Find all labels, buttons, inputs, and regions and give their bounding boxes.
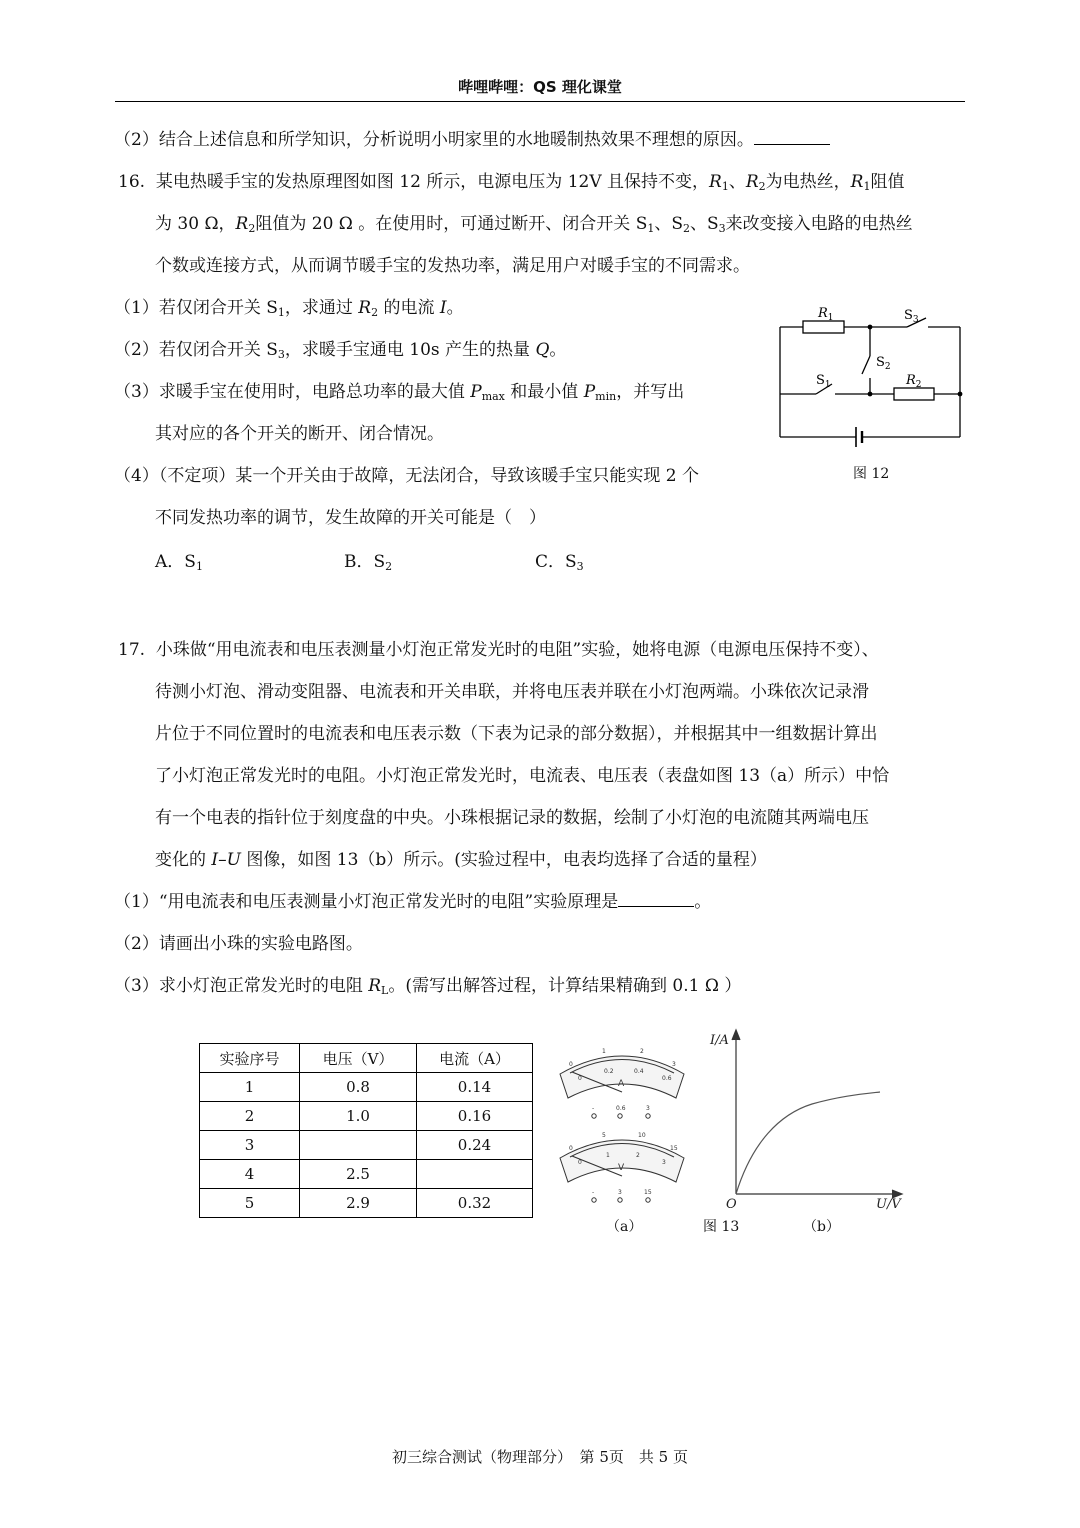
q16-intro-line2: 为 30 Ω，$R_2$阻值为 20 Ω 。在使用时，可通过断开、闭合开关 $S_1$、$S_2$、$S_3$来改变接入电路的电热丝 — [155, 214, 913, 235]
svg-text:O: O — [726, 1197, 737, 1212]
answer-blank[interactable] — [618, 906, 694, 907]
svg-text:S2: $S_2$ — [876, 355, 891, 372]
table-header: 电压（V） — [300, 1044, 417, 1073]
q17-line1: 17. 小珠做“用电流表和电压表测量小灯泡正常发光时的电阻”实验，她将电源（电源电压保持不变）、 — [118, 640, 879, 660]
q16-part1: （1）若仅闭合开关 $S_1$，求通过 $R_2$ 的电流 I。 — [114, 298, 464, 319]
svg-text:0.2: 0.2 — [604, 1068, 614, 1075]
figure-13-caption: 图 13 — [703, 1219, 740, 1235]
prev-question-part2: （2）结合上述信息和所学知识，分析说明小明家里的水地暖制热效果不理想的原因。 — [114, 130, 830, 150]
table-cell: 0.14 — [417, 1073, 533, 1102]
data-table — [199, 1043, 533, 1218]
table-row — [200, 1131, 533, 1160]
table-cell: 1 — [200, 1073, 300, 1102]
resistor-r1 — [803, 321, 844, 333]
table-cell: 0.16 — [417, 1102, 533, 1131]
svg-text:0: 0 — [578, 1075, 582, 1082]
table-cell: 0.32 — [417, 1189, 533, 1218]
table-header-row — [200, 1044, 533, 1073]
svg-text:1: 1 — [602, 1048, 606, 1055]
page-footer: 初三综合测试（物理部分） 第 5页 共 5 页 — [392, 1448, 688, 1466]
svg-text:3: 3 — [646, 1105, 650, 1112]
table-cell: 2.9 — [300, 1189, 417, 1218]
figure-13a-caption: （a） — [606, 1219, 643, 1235]
q16-intro-line3: 个数或连接方式，从而调节暖手宝的发热功率，满足用户对暖手宝的不同需求。 — [155, 256, 750, 276]
svg-text:2: 2 — [636, 1152, 640, 1159]
table-cell: 1.0 — [300, 1102, 417, 1131]
svg-text:0: 0 — [569, 1145, 573, 1152]
circuit-diagram — [770, 300, 970, 490]
svg-text:15: 15 — [644, 1189, 652, 1196]
svg-text:R1: $R_1$ — [818, 306, 834, 323]
table-cell — [417, 1160, 533, 1189]
svg-text:V: V — [618, 1163, 625, 1173]
table-cell: 0.8 — [300, 1073, 417, 1102]
svg-text:1: 1 — [606, 1152, 610, 1159]
iu-curve — [736, 1092, 880, 1194]
svg-text:0.6: 0.6 — [616, 1105, 626, 1112]
q16-part4-line1: （4）（不定项）某一个开关由于故障，无法闭合，导致该暖手宝只能实现 2 个 — [114, 466, 699, 486]
svg-text:-: - — [592, 1105, 595, 1112]
table-header: 实验序号 — [200, 1044, 300, 1073]
figure-13b-caption: （b） — [803, 1219, 840, 1235]
q17-part1: （1）“用电流表和电压表测量小灯泡正常发光时的电阻”实验原理是 。 — [114, 892, 712, 912]
q16-intro-line1: 16. 某电热暖手宝的发热原理图如图 12 所示，电源电压为 12V 且保持不变，$R_1$、$R_2$为电热丝，$R_1$阻值 — [118, 172, 905, 193]
page-header: 哔哩哔哩：QS 理化课堂 — [458, 78, 622, 96]
table-row — [200, 1102, 533, 1131]
svg-text:-: - — [592, 1189, 595, 1196]
q16-part3-line2: 其对应的各个开关的断开、闭合情况。 — [155, 424, 444, 444]
q17-line3: 片位于不同位置时的电流表和电压表示数（下表为记录的部分数据），并根据其中一组数据计算出 — [155, 724, 878, 744]
svg-text:3: 3 — [662, 1159, 666, 1166]
q17-part2: （2）请画出小珠的实验电路图。 — [114, 934, 363, 954]
svg-text:I/A: I/A — [710, 1033, 729, 1048]
table-cell: 3 — [200, 1131, 300, 1160]
option-a[interactable]: A．$S_1$ — [155, 552, 203, 573]
resistor-r2 — [894, 388, 934, 400]
svg-text:5: 5 — [602, 1132, 606, 1139]
svg-text:0: 0 — [578, 1159, 582, 1166]
svg-text:3: 3 — [672, 1061, 676, 1068]
table-row — [200, 1160, 533, 1189]
q17-part3: （3）求小灯泡正常发光时的电阻 $R_L$。(需写出解答过程，计算结果精确到 0.1 Ω ） — [114, 976, 742, 997]
svg-text:0: 0 — [569, 1061, 573, 1068]
svg-text:15: 15 — [670, 1145, 678, 1152]
svg-text:10: 10 — [638, 1132, 646, 1139]
table-cell: 0.24 — [417, 1131, 533, 1160]
header-rule — [115, 101, 965, 102]
svg-text:2: 2 — [640, 1048, 644, 1055]
svg-text:0.4: 0.4 — [634, 1068, 644, 1075]
option-b[interactable]: B．$S_2$ — [344, 552, 393, 573]
table-row — [200, 1189, 533, 1218]
q17-line6: 变化的 I–U 图像，如图 13（b）所示。(实验过程中，电表均选择了合适的量程） — [155, 850, 767, 870]
table-cell — [300, 1131, 417, 1160]
iu-graph — [700, 1022, 910, 1212]
figure-12-caption: 图 12 — [853, 466, 890, 482]
table-cell: 5 — [200, 1189, 300, 1218]
answer-blank[interactable] — [754, 144, 830, 145]
meter-dials — [552, 1040, 702, 1205]
svg-text:A: A — [618, 1079, 625, 1089]
table-header: 电流（A） — [417, 1044, 533, 1073]
q16-part2: （2）若仅闭合开关 $S_3$，求暖手宝通电 10s 产生的热量 Q。 — [114, 340, 567, 361]
q17-line4: 了小灯泡正常发光时的电阻。小灯泡正常发光时，电流表、电压表（表盘如图 13（a）所示）中恰 — [155, 766, 890, 786]
q16-part4-line2: 不同发热功率的调节，发生故障的开关可能是（ ） — [155, 508, 546, 528]
table-cell: 2 — [200, 1102, 300, 1131]
svg-text:R2: $R_2$ — [906, 373, 922, 390]
svg-text:S3: $S_3$ — [904, 308, 919, 325]
option-c[interactable]: C．$S_3$ — [535, 552, 584, 573]
svg-text:U/V: U/V — [876, 1197, 901, 1212]
svg-text:3: 3 — [618, 1189, 622, 1196]
table-cell: 2.5 — [300, 1160, 417, 1189]
q17-line5: 有一个电表的指针位于刻度盘的中央。小珠根据记录的数据，绘制了小灯泡的电流随其两端电压 — [155, 808, 869, 828]
table-cell: 4 — [200, 1160, 300, 1189]
svg-text:0.6: 0.6 — [662, 1075, 672, 1082]
table-row — [200, 1073, 533, 1102]
q16-part3-line1: （3）求暖手宝在使用时，电路总功率的最大值 $P_{max}$ 和最小值 $P_{min}$，并写出 — [114, 382, 685, 403]
svg-text:S1: $S_1$ — [816, 373, 831, 390]
q17-line2: 待测小灯泡、滑动变阻器、电流表和开关串联，并将电压表并联在小灯泡两端。小珠依次记录滑 — [155, 682, 869, 702]
